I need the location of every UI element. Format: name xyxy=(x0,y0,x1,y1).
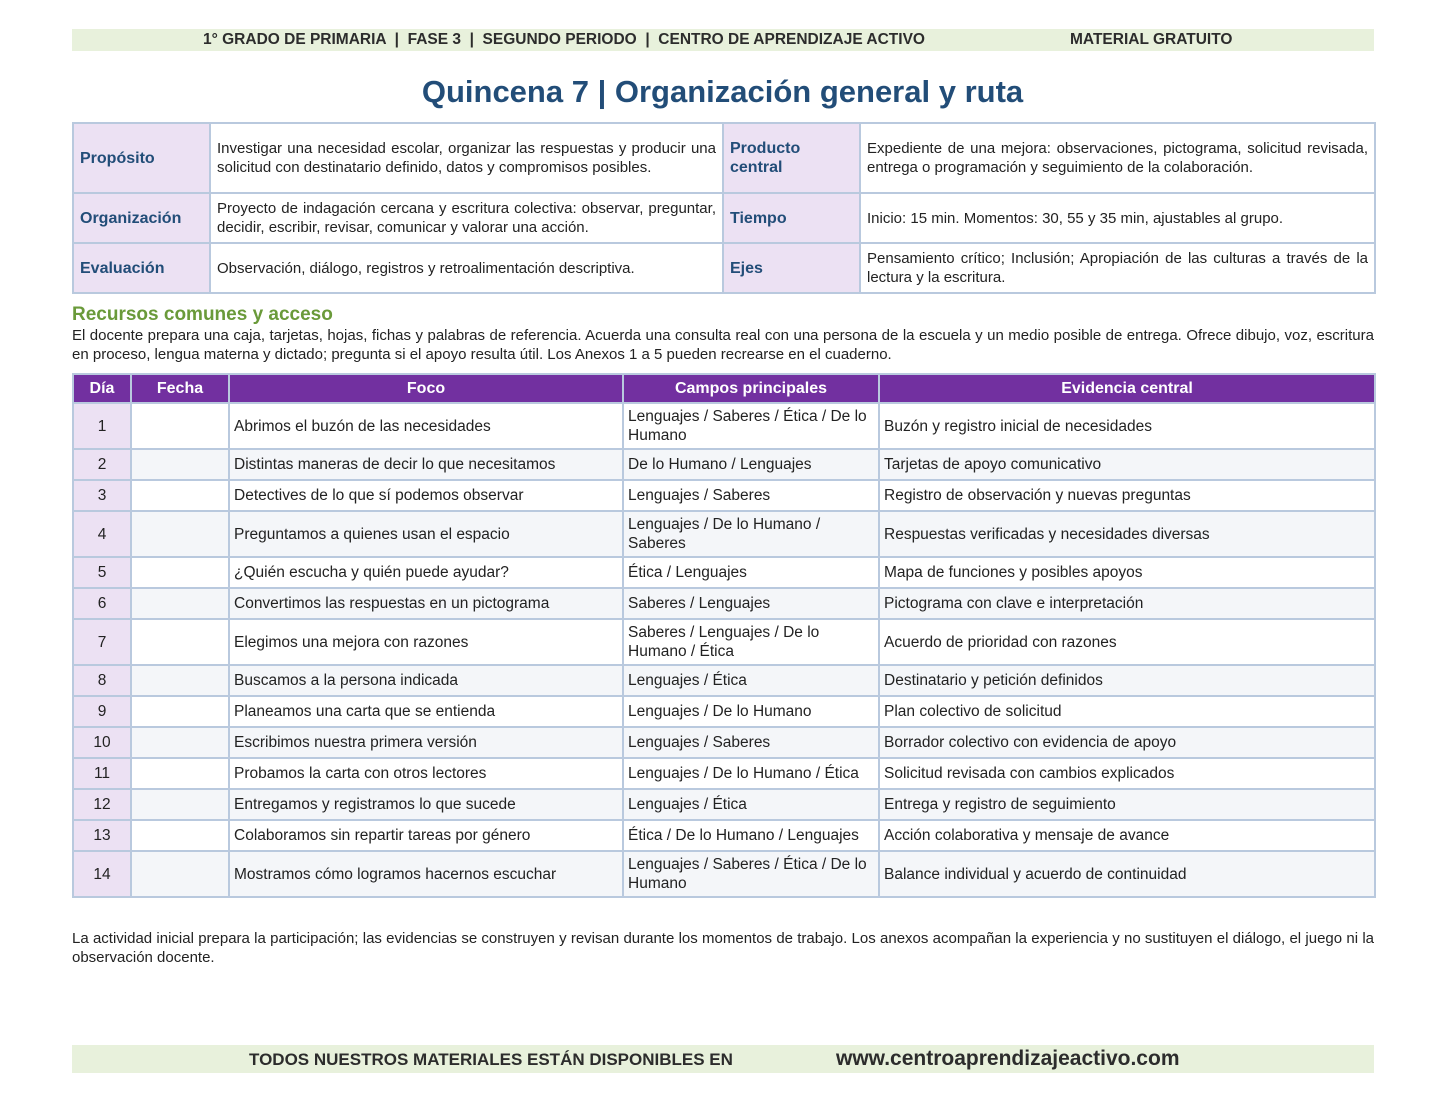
campos-cell: Lenguajes / Saberes / Ética / De lo Humano xyxy=(623,851,879,897)
foco-cell: Planeamos una carta que se entienda xyxy=(229,696,623,727)
evidencia-cell: Tarjetas de apoyo comunicativo xyxy=(879,449,1375,480)
foco-cell: Abrimos el buzón de las necesidades xyxy=(229,403,623,449)
campos-cell: De lo Humano / Lenguajes xyxy=(623,449,879,480)
table-row xyxy=(73,851,1375,897)
foco-cell: Probamos la carta con otros lectores xyxy=(229,758,623,789)
evidencia-cell: Solicitud revisada con cambios explicados xyxy=(879,758,1375,789)
campos-cell: Lenguajes / Ética xyxy=(623,665,879,696)
header-bar xyxy=(72,29,1374,51)
day-number: 5 xyxy=(73,557,131,588)
tiempo-label: Tiempo xyxy=(723,193,860,243)
table-row xyxy=(73,619,1375,665)
campos-cell: Saberes / Lenguajes / De lo Humano / Ética xyxy=(623,619,879,665)
fecha-cell xyxy=(131,789,229,820)
table-row xyxy=(73,820,1375,851)
foco-cell: Buscamos a la persona indicada xyxy=(229,665,623,696)
recursos-text: El docente prepara una caja, tarjetas, hojas, fichas y palabras de referencia. Acuerda una consulta real con una persona de la escuela y un medio posible de entrega. Ofrece dibujo, voz, escritura en proceso, lengua materna y dictado; pregunta si el apoyo resulta útil. Los Anexos 1 a 5 pueden recrearse en el cuaderno. xyxy=(72,327,1374,363)
table-row xyxy=(73,665,1375,696)
page-title: Quincena 7 | Organización general y ruta xyxy=(421,74,1024,109)
table-row xyxy=(73,557,1375,588)
day-number: 6 xyxy=(73,588,131,619)
fecha-cell xyxy=(131,557,229,588)
evidencia-cell: Pictograma con clave e interpretación xyxy=(879,588,1375,619)
campos-cell: Lenguajes / Saberes / Ética / De lo Humano xyxy=(623,403,879,449)
table-row xyxy=(73,727,1375,758)
col-header-dia: Día xyxy=(73,374,131,403)
fecha-cell xyxy=(131,588,229,619)
foco-cell: Colaboramos sin repartir tareas por género xyxy=(229,820,623,851)
table-row xyxy=(73,758,1375,789)
evidencia-cell: Registro de observación y nuevas preguntas xyxy=(879,480,1375,511)
col-header-fecha: Fecha xyxy=(131,374,229,403)
table-row xyxy=(73,696,1375,727)
day-number: 3 xyxy=(73,480,131,511)
tiempo-value: Inicio: 15 min. Momentos: 30, 55 y 35 min, ajustables al grupo. xyxy=(860,193,1375,243)
evidencia-cell: Borrador colectivo con evidencia de apoyo xyxy=(879,727,1375,758)
fecha-cell xyxy=(131,403,229,449)
day-number: 11 xyxy=(73,758,131,789)
fecha-cell xyxy=(131,727,229,758)
campos-cell: Lenguajes / Ética xyxy=(623,789,879,820)
day-number: 10 xyxy=(73,727,131,758)
campos-cell: Saberes / Lenguajes xyxy=(623,588,879,619)
col-header-evidencia: Evidencia central xyxy=(879,374,1375,403)
table-row xyxy=(73,449,1375,480)
fecha-cell xyxy=(131,480,229,511)
fecha-cell xyxy=(131,696,229,727)
day-number: 9 xyxy=(73,696,131,727)
ejes-label: Ejes xyxy=(723,243,860,293)
recursos-heading: Recursos comunes y acceso xyxy=(72,304,333,325)
table-row xyxy=(73,789,1375,820)
campos-cell: Ética / De lo Humano / Lenguajes xyxy=(623,820,879,851)
evidencia-cell: Respuestas verificadas y necesidades diversas xyxy=(879,511,1375,557)
table-row xyxy=(73,511,1375,557)
day-number: 8 xyxy=(73,665,131,696)
foco-cell: Detectives de lo que sí podemos observar xyxy=(229,480,623,511)
closing-note: La actividad inicial prepara la participación; las evidencias se construyen y revisan durante los momentos de trabajo. Los anexos acompañan la experiencia y no sustituyen el diálogo, el juego ni la observación docente. xyxy=(72,930,1374,966)
fecha-cell xyxy=(131,511,229,557)
campos-cell: Ética / Lenguajes xyxy=(623,557,879,588)
evidencia-cell: Entrega y registro de seguimiento xyxy=(879,789,1375,820)
footer-text: TODOS NUESTROS MATERIALES ESTÁN DISPONIBLES EN xyxy=(249,1050,733,1069)
day-number: 12 xyxy=(73,789,131,820)
organizacion-label: Organización xyxy=(73,193,210,243)
campos-cell: Lenguajes / De lo Humano / Ética xyxy=(623,758,879,789)
header-info: 1° GRADO DE PRIMARIA | FASE 3 | SEGUNDO PERIODO | CENTRO DE APRENDIZAJE ACTIVO xyxy=(203,31,925,48)
proposito-value: Investigar una necesidad escolar, organizar las respuestas y producir una solicitud con destinatario definido, datos y compromisos posibles. xyxy=(210,123,723,193)
table-row xyxy=(73,588,1375,619)
evaluacion-value: Observación, diálogo, registros y retroalimentación descriptiva. xyxy=(210,243,723,293)
ejes-value: Pensamiento crítico; Inclusión; Apropiación de las culturas a través de la lectura y la escritura. xyxy=(860,243,1375,293)
fecha-cell xyxy=(131,619,229,665)
foco-cell: Distintas maneras de decir lo que necesitamos xyxy=(229,449,623,480)
campos-cell: Lenguajes / Saberes xyxy=(623,480,879,511)
info-table xyxy=(72,122,1376,294)
fecha-cell xyxy=(131,758,229,789)
foco-cell: Convertimos las respuestas en un pictograma xyxy=(229,588,623,619)
foco-cell: Mostramos cómo logramos hacernos escuchar xyxy=(229,851,623,897)
evidencia-cell: Mapa de funciones y posibles apoyos xyxy=(879,557,1375,588)
table-row xyxy=(73,403,1375,449)
fecha-cell xyxy=(131,820,229,851)
fecha-cell xyxy=(131,665,229,696)
proposito-label: Propósito xyxy=(73,123,210,193)
foco-cell: Escribimos nuestra primera versión xyxy=(229,727,623,758)
plan-table xyxy=(72,373,1376,898)
col-header-campos: Campos principales xyxy=(623,374,879,403)
campos-cell: Lenguajes / De lo Humano xyxy=(623,696,879,727)
day-number: 2 xyxy=(73,449,131,480)
footer-url[interactable]: www.centroaprendizajeactivo.com xyxy=(836,1047,1180,1070)
day-number: 4 xyxy=(73,511,131,557)
organizacion-value: Proyecto de indagación cercana y escritura colectiva: observar, preguntar, decidir, escribir, revisar, comunicar y valorar una acción. xyxy=(210,193,723,243)
day-number: 13 xyxy=(73,820,131,851)
evidencia-cell: Acuerdo de prioridad con razones xyxy=(879,619,1375,665)
evidencia-cell: Acción colaborativa y mensaje de avance xyxy=(879,820,1375,851)
producto-label: Producto central xyxy=(723,123,860,193)
fecha-cell xyxy=(131,851,229,897)
foco-cell: Elegimos una mejora con razones xyxy=(229,619,623,665)
col-header-foco: Foco xyxy=(229,374,623,403)
campos-cell: Lenguajes / Saberes xyxy=(623,727,879,758)
foco-cell: Preguntamos a quienes usan el espacio xyxy=(229,511,623,557)
day-number: 7 xyxy=(73,619,131,665)
footer-bar xyxy=(72,1045,1374,1073)
campos-cell: Lenguajes / De lo Humano / Saberes xyxy=(623,511,879,557)
evaluacion-label: Evaluación xyxy=(73,243,210,293)
foco-cell: Entregamos y registramos lo que sucede xyxy=(229,789,623,820)
header-free-label: MATERIAL GRATUITO xyxy=(1070,31,1233,48)
evidencia-cell: Buzón y registro inicial de necesidades xyxy=(879,403,1375,449)
day-number: 14 xyxy=(73,851,131,897)
producto-value: Expediente de una mejora: observaciones, pictograma, solicitud revisada, entrega o programación y seguimiento de la colaboración. xyxy=(860,123,1375,193)
table-row xyxy=(73,480,1375,511)
evidencia-cell: Plan colectivo de solicitud xyxy=(879,696,1375,727)
evidencia-cell: Balance individual y acuerdo de continuidad xyxy=(879,851,1375,897)
evidencia-cell: Destinatario y petición definidos xyxy=(879,665,1375,696)
day-number: 1 xyxy=(73,403,131,449)
foco-cell: ¿Quién escucha y quién puede ayudar? xyxy=(229,557,623,588)
fecha-cell xyxy=(131,449,229,480)
